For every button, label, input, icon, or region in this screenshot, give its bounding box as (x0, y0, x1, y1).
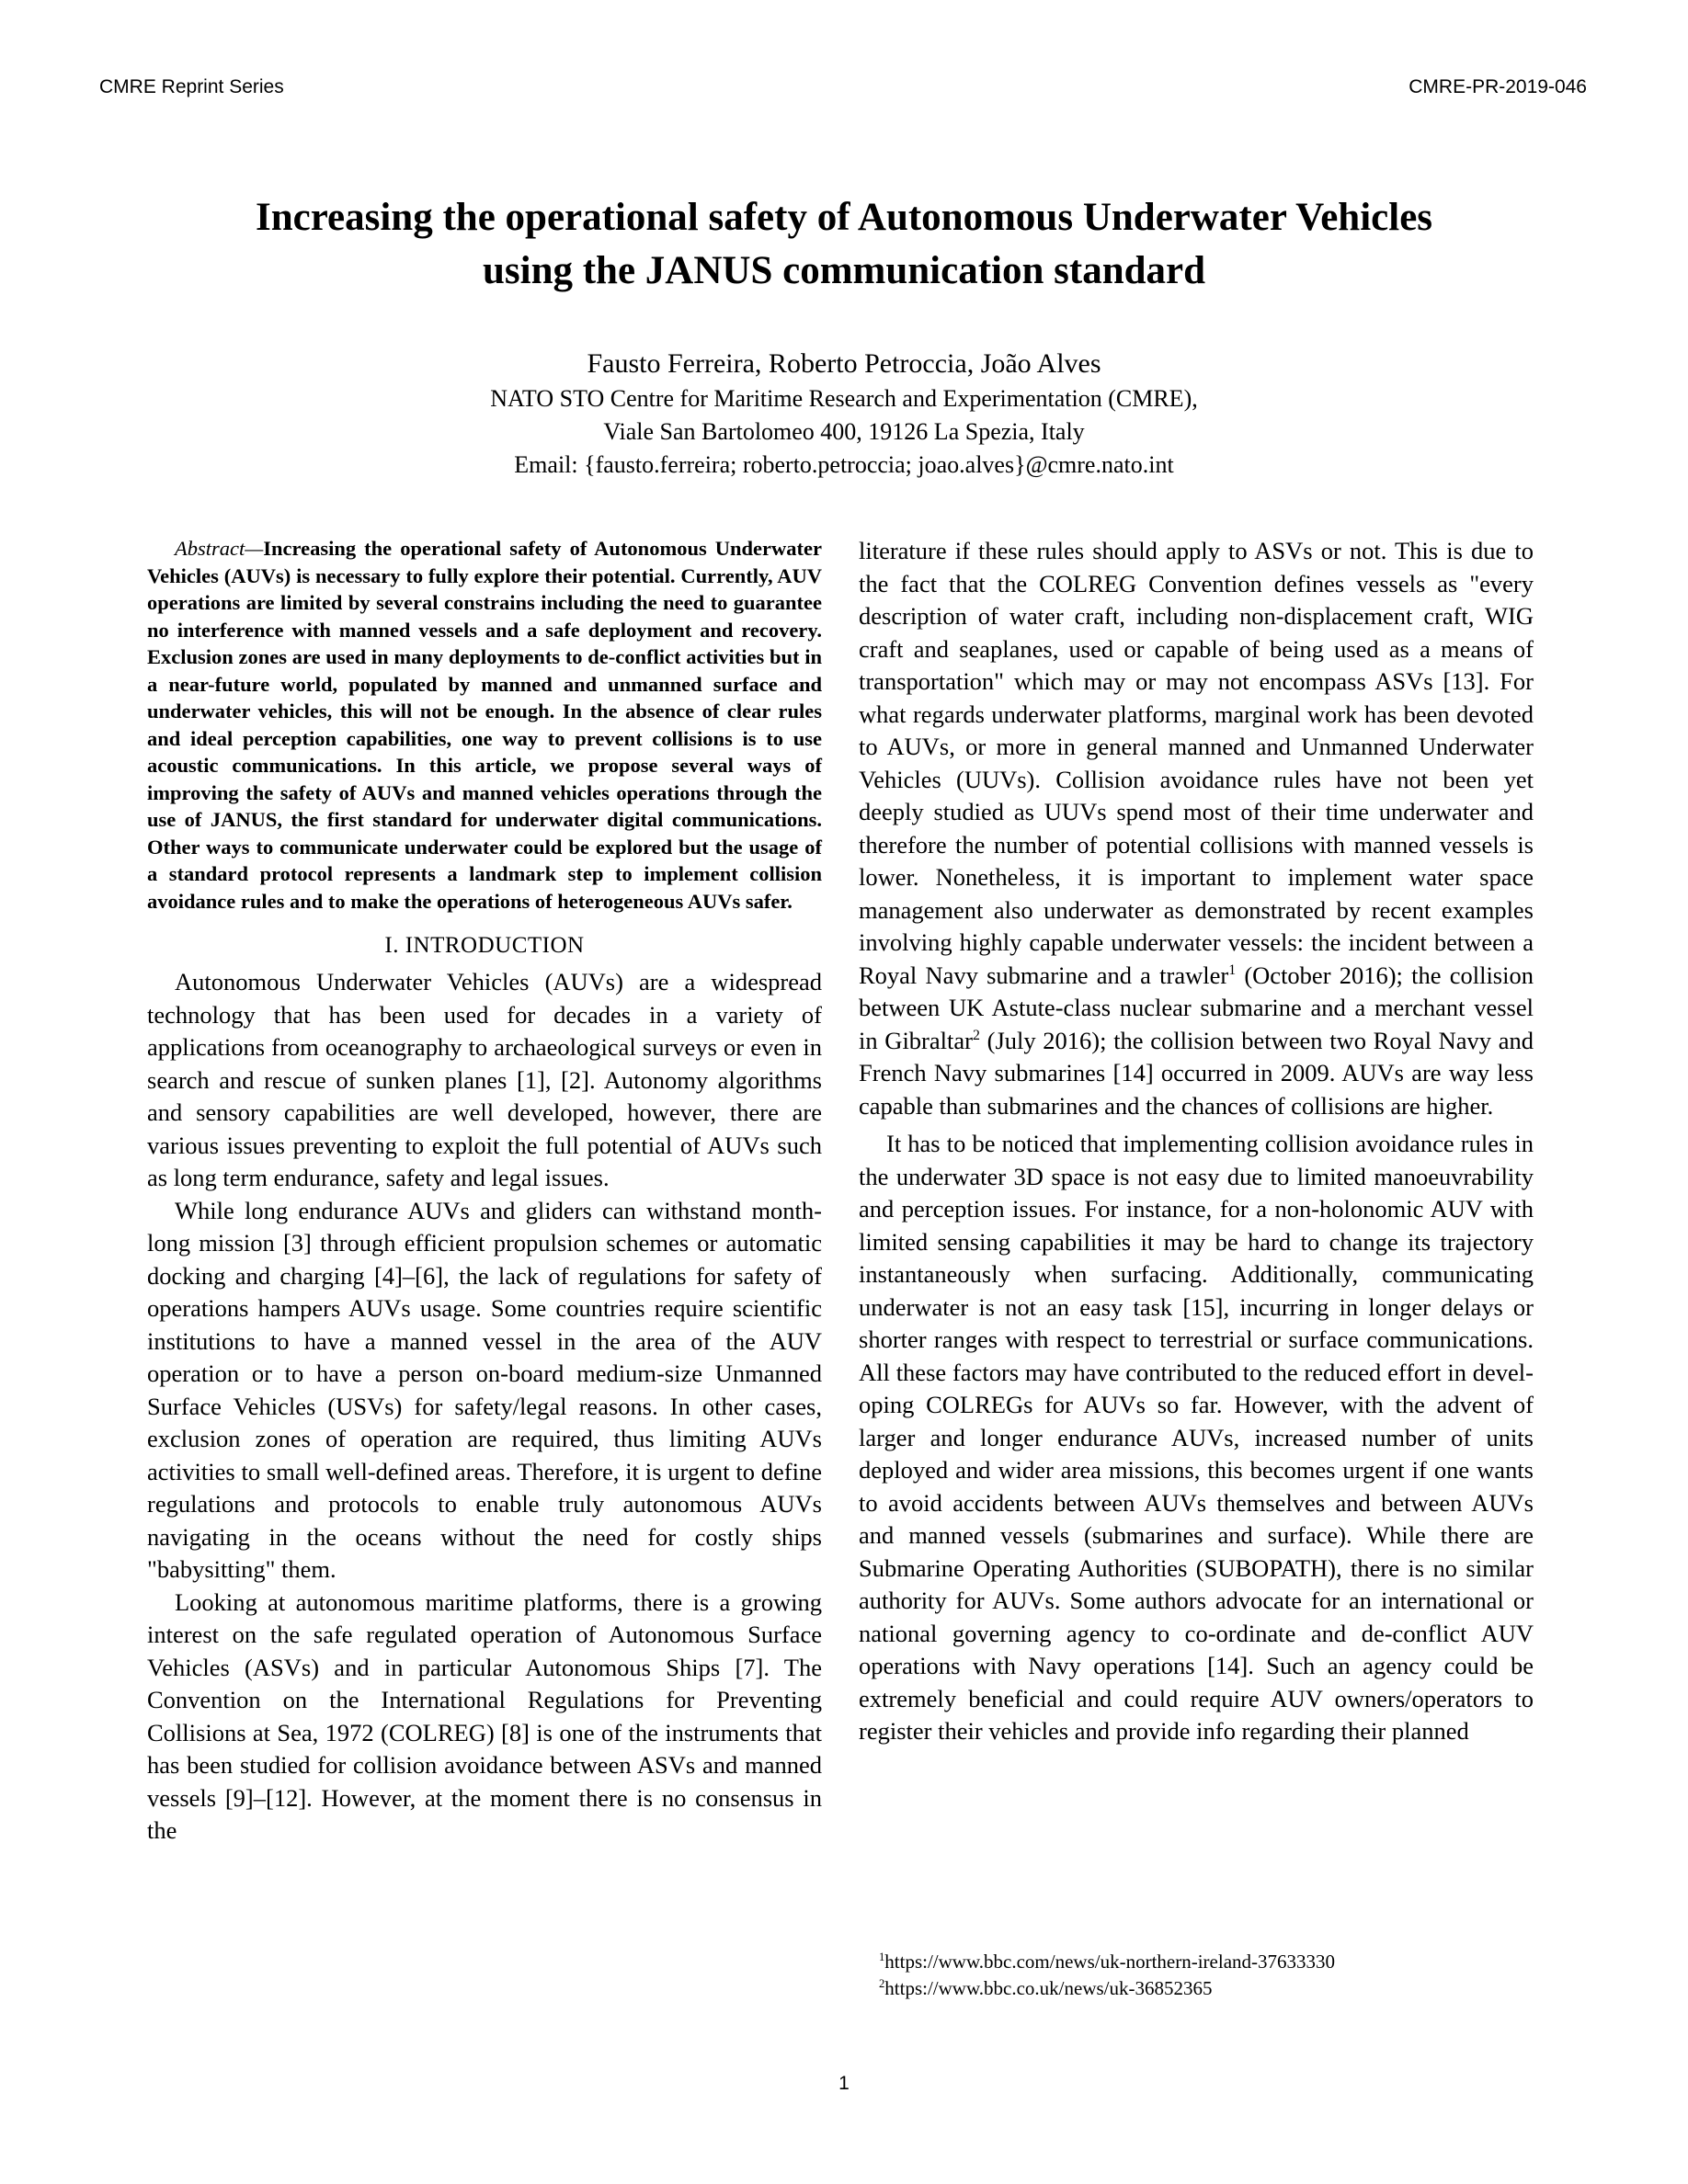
footnote-1-mark: 1 (879, 1951, 885, 1963)
report-number: CMRE-PR-2019-046 (1409, 76, 1587, 97)
intro-paragraph-3: Looking at autonomous maritime platforms, there is a growing interest on the safe regulated operation of Autonomous Surface Vehicles (ASVs) and in particular Autonomous Ships [7]. The Convention on the International Regulations for Preventing Collisions at Sea, 1972 (COLREG) [8] is one of the instruments that has been studied for collision avoidance between ASVs and manned vessels [9]–[12]. However, at the moment there is no consensus in the (147, 1587, 822, 1844)
footnote-2-url: https://www.bbc.co.uk/news/uk-36852365 (884, 1977, 1213, 1999)
title-line-2: using the JANUS communication standard (482, 249, 1206, 292)
footnote-2-mark: 2 (879, 1977, 885, 1990)
page-number: 1 (838, 2073, 850, 2094)
footnote-divider (859, 1934, 1061, 1935)
author-email: Email: {fausto.ferreira; roberto.petroccia; joao.alves}@cmre.nato.int (514, 451, 1174, 478)
footnote-1-url: https://www.bbc.com/news/uk-northern-ireland-37633330 (884, 1951, 1336, 1973)
footnotes (879, 1949, 1523, 2002)
left-column (147, 535, 822, 1848)
abstract-label: Abstract— (175, 537, 264, 560)
intro-paragraph-4 (859, 535, 1534, 1122)
footnote-1 (879, 1949, 1523, 1975)
affiliation-line-2: Viale San Bartolomeo 400, 19126 La Spezia, Italy (603, 418, 1085, 445)
right-column (859, 535, 1534, 1748)
footnote-ref-2: 2 (972, 1027, 980, 1043)
footnote-ref-1: 1 (1228, 961, 1237, 978)
affiliation-line-1: NATO STO Centre for Maritime Research and Experimentation (CMRE), (490, 385, 1198, 412)
abstract (147, 535, 822, 915)
intro-paragraph-2: While long endurance AUVs and gliders can withstand month-long mission [3] through efficient propulsion schemes or automatic docking and charging [4]–[6], the lack of regulations for safety of operations hampers AUVs usage. Some countries require scientific institutions to have a manned vessel in the area of the AUV operation or to have a person on-board medium-size Unmanned Surface Vehicles (USVs) for safety/legal reasons. In other cases, exclusion zones of operation are required, thus limiting AUVs activities to small well-defined areas. Therefore, it is urgent to define regulations and protocols to enable truly autonomous AUVs navigating in the oceans without the need for costly ships "babysitting" them. (147, 1196, 822, 1583)
paragraph-4-part-b: (October 2016); the collision between UK Astute-class nuclear submarine and a merchant vessel in Gibraltar (859, 961, 1534, 1054)
running-header (99, 74, 1587, 101)
intro-paragraph-1: Autonomous Underwater Vehicles (AUVs) are a widespread technology that has been used for decades in a variety of applications from oceanography to archaeological surveys or even in search and rescue of sunken planes [1], [2]. Autonomy algorithms and sensory capabilities are well developed, however, there are various issues preventing to exploit the full potential of AUVs such as long term endurance, safety and legal issues. (147, 968, 822, 1191)
author-block (276, 346, 1412, 482)
author-names: Fausto Ferreira, Roberto Petroccia, João Alves (587, 348, 1101, 379)
paper-title (110, 191, 1578, 298)
section-heading-introduction: I. INTRODUCTION (384, 933, 585, 958)
paragraph-4-part-a: literature if these rules should apply to ASVs or not. This is due to the fact that the COLREG Convention defines vessels as "every description of water craft, including non-displacement craft, WIG craft and seaplanes, used or capable of being used as a means of transportation" which may or may not encompass ASVs [13]. For what regards underwater platforms, marginal work has been devoted to AUVs, or more in general manned and Unmanned Underwater Vehicles (UUVs). Collision avoidance rules have not been yet deeply studied as UUVs spend most of their time underwater and therefore the number of potential collisions with manned vessels is lower. Nonetheless, it is important to implement water space management also underwater as demonstrated by recent examples involving highly capable underwater vessels: the incident between a Royal Navy submarine and a trawler (859, 537, 1534, 989)
abstract-text: Increasing the operational safety of Autonomous Underwater Vehicles (AUVs) is necessary to fully explore their potential. Currently, AUV operations are limited by several constrains including the need to guarantee no interference with manned vessels and a safe deployment and recovery. Exclusion zones are used in many deployments to de-conflict activities but in a near-future world, populated by manned and unmanned surface and underwater vehicles, this will not be enough. In the absence of clear rules and ideal perception capabilities, one way to prevent collisions is to use acoustic communications. In this article, we propose several ways of improving the safety of AUVs and manned vehicles operations through the use of JANUS, the first standard for underwater digital communications. Other ways to communicate underwater could be explored but the usage of a standard protocol represents a landmark step to implement collision avoidance rules and to make the operations of heterogeneous AUVs safer. (147, 537, 822, 913)
series-label: CMRE Reprint Series (99, 76, 284, 97)
title-line-1: Increasing the operational safety of Autonomous Underwater Vehicles (255, 196, 1433, 239)
paragraph-4-part-c: (July 2016); the collision between two Royal Navy and French Navy submarines [14] occurred in 2009. AUVs are way less capable than submarines and the chances of collisions are higher. (859, 1026, 1534, 1120)
intro-paragraph-5: It has to be noticed that implementing collision avoidance rules in the underwater 3D space is not easy due to limited manoeuvrability and perception issues. For instance, for a non-holonomic AUV with limited sensing capabilities it may be hard to change its trajectory instantaneously when surfacing. Additionally, communicating underwater is not an easy task [15], incurring in longer delays or shorter ranges with respect to terrestrial or surface communications. All these factors may have contributed to the reduced effort in developing COLREGs for AUVs so far. However, with the advent of larger and longer endurance AUVs, increased number of units deployed and wider area missions, this becomes urgent if one wants to avoid accidents between AUVs themselves and between AUVs and manned vessels (submarines and surface). While there are Submarine Operating Authorities (SUBOPATH), there is no similar authority for AUVs. Some authors advocate for an international or national governing agency to co-ordinate and de-conflict AUV operations with Navy operations [14]. Such an agency could be extremely beneficial and could require AUV owners/operators to register their vehicles and provide info regarding their planned (859, 1130, 1534, 1745)
footnote-2 (879, 1975, 1523, 2002)
